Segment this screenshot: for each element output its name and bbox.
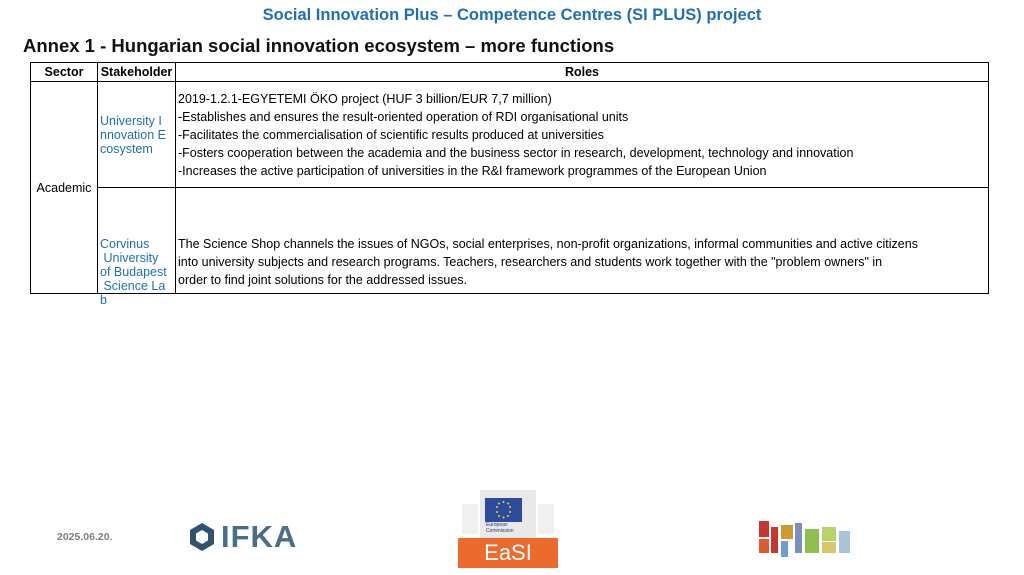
stakeholder-line: of Budapest xyxy=(100,265,167,279)
si-plus-logo-icon xyxy=(757,515,853,559)
roles-line: -Increases the active participation of universities in the R&I framework programmes of the European Union xyxy=(178,163,767,178)
roles-line: order to find joint solutions for the addressed issues. xyxy=(178,273,468,287)
annex-title: Annex 1 - Hungarian social innovation ecosystem – more functions xyxy=(23,35,615,56)
roles-line: -Facilitates the commercialisation of scientific results produced at universities xyxy=(178,127,604,142)
stakeholder-cell: Corvinus University of Budapest Science La b xyxy=(98,188,176,294)
sector-cell: Academic xyxy=(31,82,98,294)
roles-line: 2019-1.2.1-EGYETEMI ÖKO project (HUF 3 billion/EUR 7,7 million) xyxy=(178,91,552,106)
ifka-logo xyxy=(189,519,297,555)
roles-cell xyxy=(176,82,989,188)
ecosystem-table xyxy=(30,62,989,307)
roles-line: into university subjects and research programs. Teachers, researchers and students work together with the "problem owners" in xyxy=(178,255,883,269)
stakeholder-line: nnovation E xyxy=(100,127,167,142)
table-row xyxy=(31,82,989,188)
stakeholder-line: University I xyxy=(100,113,162,128)
easi-logo xyxy=(458,486,558,568)
roles-line: -Establishes and ensures the result-oriented operation of RDI organisational units xyxy=(178,109,629,124)
column-header-sector: Sector xyxy=(31,63,98,82)
slide-date: 2025.06.20. xyxy=(57,531,113,543)
ec-label-line: Commission xyxy=(486,528,514,534)
stakeholder-line: Corvinus xyxy=(100,237,150,251)
ifka-logo-text: IFKA xyxy=(221,519,298,554)
project-title: Social Innovation Plus – Competence Centres (SI PLUS) project xyxy=(262,6,762,24)
easi-logo-text: EaSI xyxy=(484,540,532,565)
ec-label xyxy=(486,522,514,534)
ec-label-line: European xyxy=(486,522,508,528)
stakeholder-cell xyxy=(98,82,176,188)
column-header-roles: Roles xyxy=(176,63,989,82)
stakeholder-line: University xyxy=(100,251,159,265)
table-header-row xyxy=(31,63,989,82)
roles-line: The Science Shop channels the issues of NGOs, social enterprises, non-profit organizations, informal communities and active citizens xyxy=(178,237,918,251)
column-header-stakeholder: Stakeholder xyxy=(98,63,176,82)
hexagon-icon xyxy=(189,522,215,552)
stakeholder-line: cosystem xyxy=(100,141,153,156)
roles-cell xyxy=(176,188,989,294)
stakeholder-line: Science La xyxy=(100,279,166,293)
roles-line: -Fosters cooperation between the academia and the business sector in research, development, technology and innovation xyxy=(178,145,854,160)
table-row xyxy=(31,188,989,294)
